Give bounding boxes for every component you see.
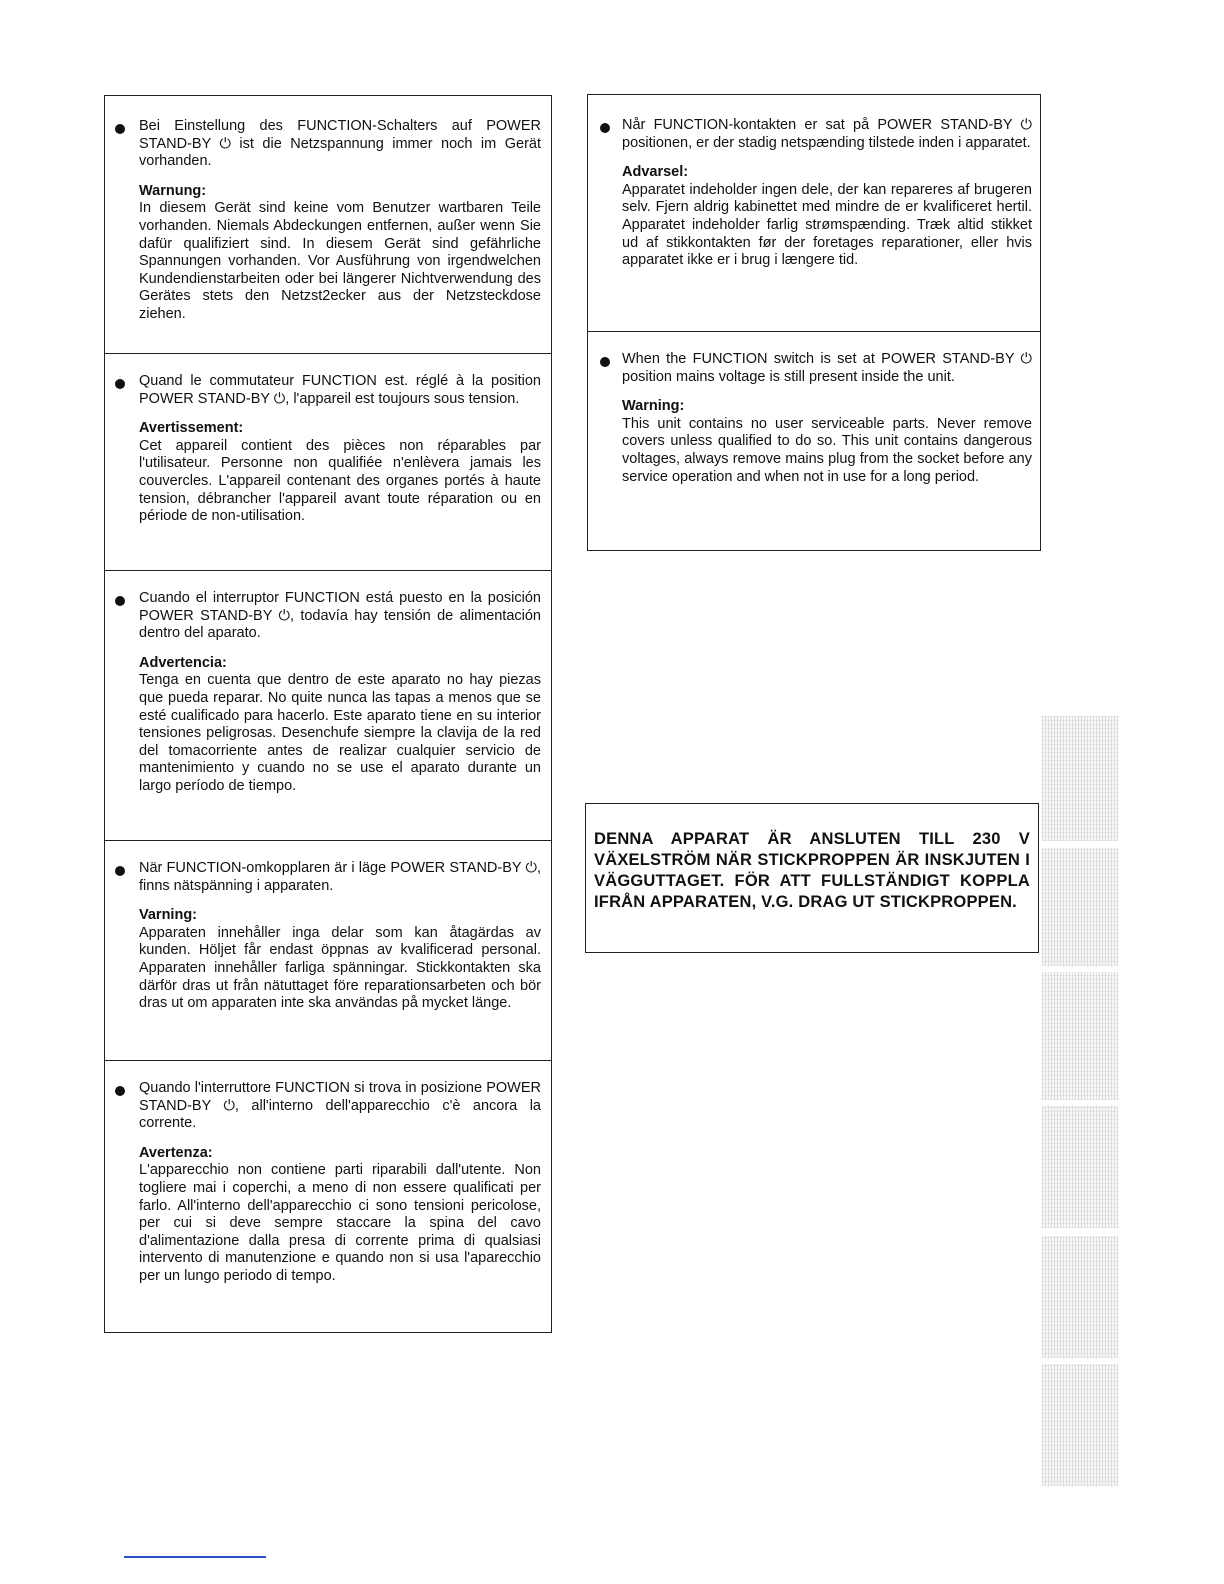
warning-text: Cet appareil contient des pièces non réparables par l'utilisateur. Personne non qualifiée n'enlèvera jamais les couvercles. L'appareil contenant des organes portés à haute tension, débrancher l'appareil avant toute réparation ou en période de non-utilisation. <box>139 437 541 525</box>
section-body: Quand le commutateur FUNCTION est. réglé à la position POWER STAND-BY ⏻, l'appareil est toujours sous tension. <box>139 373 541 407</box>
section-text <box>622 351 1032 486</box>
bullet-icon <box>115 124 125 134</box>
warning-title: Advertencia: <box>139 654 227 671</box>
warning-section-italian <box>105 1060 551 1332</box>
scan-speckle <box>1042 716 1118 841</box>
swedish-mains-notice <box>585 803 1039 953</box>
section-body: Når FUNCTION-kontakten er sat på POWER STAND-BY ⏻ positionen, er der stadig netspænding tilstede inden i apparatet. <box>622 117 1032 151</box>
section-text <box>139 373 541 526</box>
scan-speckle <box>1042 1364 1118 1486</box>
scan-speckle <box>1042 972 1118 1100</box>
section-text <box>622 117 1032 270</box>
warning-title: Avertissement: <box>139 420 244 437</box>
bullet-icon <box>115 866 125 876</box>
bullet-icon <box>115 379 125 389</box>
section-text <box>139 118 541 324</box>
section-body: När FUNCTION-omkopplaren är i läge POWER STAND-BY ⏻, finns nätspänning i apparaten. <box>139 860 541 894</box>
warning-section-english <box>588 331 1040 550</box>
right-warning-column <box>587 94 1041 551</box>
warning-text: In diesem Gerät sind keine vom Benutzer wartbaren Teile vorhanden. Niemals Abdeckungen entfernen, außer wenn Sie dafür qualifiziert sind. In diesem Gerät sind gefährliche Spannungen vorhanden. Vor Ausführung von irgendwelchen Kundendienstarbeiten oder bei längerer Nichtverwendung des Gerätes stets den Netzst2ecker aus der Netzsteckdose ziehen. <box>139 200 541 322</box>
warning-section-danish <box>588 95 1040 332</box>
warning-section-german <box>105 96 551 354</box>
section-text <box>139 590 541 796</box>
warning-text: Apparaten innehåller inga delar som kan åtagärdas av kunden. Höljet får endast öppnas av kvalificerad personal. Apparaten innehåller farliga spänningar. Stickkontakten ska därför dras ut från nätuttaget före reparationsarbeten och bör dras ut om apparaten inte ska användas på mycket länge. <box>139 924 541 1012</box>
warning-text: This unit contains no user serviceable parts. Never remove covers unless qualified to do so. This unit contains dangerous voltages, always remove mains plug from the socket before any service operation and when not in use for a long period. <box>622 415 1032 485</box>
warning-title: Avertenza: <box>139 1144 213 1161</box>
warning-title: Warning: <box>622 398 685 415</box>
scan-speckle <box>1042 848 1118 966</box>
scan-speckle <box>1042 1106 1118 1228</box>
bullet-icon <box>600 123 610 133</box>
scan-speckle <box>1042 1236 1118 1358</box>
bullet-icon <box>600 357 610 367</box>
footer-rule <box>124 1556 266 1558</box>
section-body: Quando l'interruttore FUNCTION si trova in posizione POWER STAND-BY ⏻, all'interno dell'apparecchio c'è ancora la corrente. <box>139 1080 541 1132</box>
warning-text: Apparatet indeholder ingen dele, der kan repareres af brugeren selv. Fjern aldrig kabinettet med mindre de er kvalificeret hertil. Apparatet indeholder farlig strømspænding. Træk altid stikket ud af stikkontakten før der foretages reparationer, eller hvis apparatet ikke er i brug i længere tid. <box>622 181 1032 269</box>
warning-section-spanish <box>105 570 551 841</box>
notice-text: DENNA APPARAT ÄR ANSLUTEN TILL 230 V VÄXELSTRÖM NÄR STICKPROPPEN ÄR INSKJUTEN I VÄGGUTTAGET. FÖR ATT FULLSTÄNDIGT KOPPLA IFRÅN APPARATEN, V.G. DRAG UT STICKPROPPEN. <box>594 830 1030 911</box>
warning-text: Tenga en cuenta que dentro de este aparato no hay piezas que pueda reparar. No quite nunca las tapas a menos que se esté cualificado para hacerlo. Este aparato tiene en su interior tensiones peligrosas. Desenchufe siempre la clavija de la red del tomacorriente antes de realizar cualquier servicio de mantenimiento y cuando no se use el aparato durante un largo período de tiempo. <box>139 672 541 794</box>
warning-section-swedish <box>105 840 551 1061</box>
warning-section-french <box>105 353 551 571</box>
warning-title: Warnung: <box>139 182 207 199</box>
warning-title: Varning: <box>139 907 198 924</box>
bullet-icon <box>115 1086 125 1096</box>
warning-text: L'apparecchio non contiene parti riparabili dall'utente. Non togliere mai i coperchi, a meno di non essere qualificati per farlo. All'interno dell'apparecchio ci sono tensioni pericolose, per cui si deve sempre staccare la spina del cavo d'alimentazione dalla presa di corrente prima di qualsiasi intervento di manutenzione e quando non si usa l'aparecchio per un lungo periodo di tempo. <box>139 1162 541 1284</box>
section-text <box>139 860 541 1013</box>
section-body: Cuando el interruptor FUNCTION está puesto en la posición POWER STAND-BY ⏻, todavía hay tensión de alimentación dentro del aparato. <box>139 590 541 642</box>
section-text <box>139 1080 541 1286</box>
bullet-icon <box>115 596 125 606</box>
section-body: When the FUNCTION switch is set at POWER STAND-BY ⏻ position mains voltage is still present inside the unit. <box>622 351 1032 385</box>
left-warning-column <box>104 95 552 1333</box>
section-body: Bei Einstellung des FUNCTION-Schalters auf POWER STAND-BY ⏻ ist die Netzspannung immer noch im Gerät vorhanden. <box>139 118 541 170</box>
warning-title: Advarsel: <box>622 164 689 181</box>
